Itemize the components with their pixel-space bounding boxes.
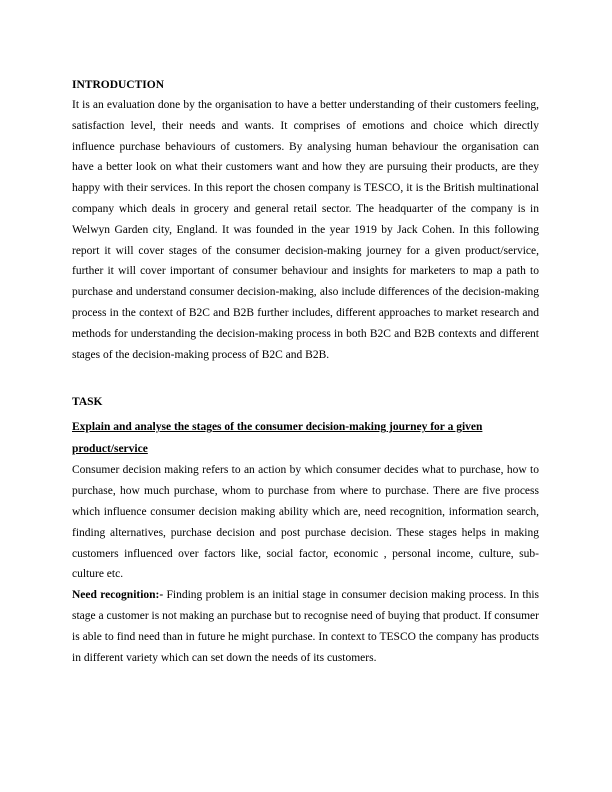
introduction-paragraph: It is an evaluation done by the organisation to have a better understanding of their customers feeling, satisfaction level, their needs and wants. It comprises of emotions and choice which directly influence purchase behaviours of customers. By analysing human behaviour the organisation can have a better look on what their customers want and how they are pursuing their products, are they happy with their services. In this report the chosen company is TESCO, it is the British multinational company which deals in grocery and general retail sector. The headquarter of the company is in Welwyn Garden city, England. It was founded in the year 1919 by Jack Cohen. In this following report it will cover stages of the consumer decision-making journey for a given product/service, further it will cover important of consumer behaviour and insights for marketers to map a path to purchase and understand consumer decision-making, also include differences of the decision-making process in the context of B2C and B2B further includes, different approaches to market research and methods for understanding the decision-making process in both B2C and B2B contexts and different stages of the decision-making process of B2C and B2B.	[72, 99, 539, 361]
introduction-heading: INTRODUCTION	[72, 79, 165, 91]
task-paragraph: Consumer decision making refers to an action by which consumer decides what to purchase, how to purchase, how much purchase, whom to purchase from where to purchase. There are five process which influence consumer decision making ability which are, need recognition, information search, finding alternatives, purchase decision and post purchase decision. These stages helps in making customers influenced over factors like, social factor, economic , personal income, culture, sub- culture etc.	[72, 464, 539, 581]
task-subheading: Explain and analyse the stages of the consumer decision-making journey for a given product/service	[72, 421, 483, 456]
section-spacer	[72, 365, 539, 392]
task-heading: TASK	[72, 396, 103, 409]
need-recognition-text: Finding problem is an initial stage in consumer decision making process. In this stage a customer is not making an purchase but to recognise need of buying that product. If consumer is able to find need than in future he might purchase. In context to TESCO the company has products in different variety which can set down the needs of its customers.	[72, 589, 539, 664]
need-recognition-paragraph	[72, 585, 539, 668]
document-page	[72, 75, 539, 668]
need-recognition-label: Need recognition:-	[72, 589, 164, 602]
